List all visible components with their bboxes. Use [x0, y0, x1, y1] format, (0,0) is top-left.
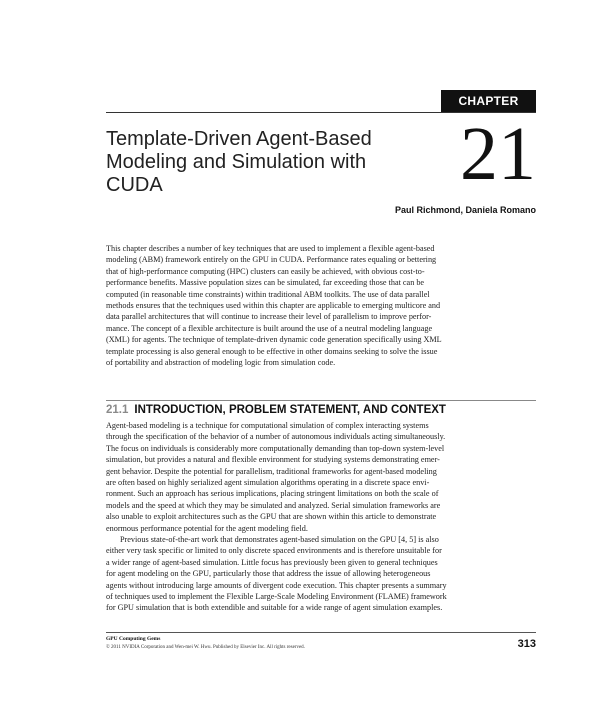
body-line: enormous performance potential for the agent modeling field. [106, 523, 308, 533]
body-line: for agent modeling on the GPU, particularly those that address the issue of allowing heterogeneous [106, 569, 431, 579]
abstract-line: performance benefits. Massive population sizes can be simulated, far exceeding those that can be [106, 278, 425, 288]
body-line: models and the speed at which they may be simulated and analyzed. Serial simulation frameworks are [106, 500, 441, 510]
section-rule [106, 400, 536, 401]
section-title: INTRODUCTION, PROBLEM STATEMENT, AND CONTEXT [134, 404, 446, 416]
body-line: simulation, but provides a natural and flexible environment for studying systems demonstrating emer- [106, 455, 440, 465]
body-line: of techniques used to implement the Flexible Large-Scale Modeling Environment (FLAME) framework [106, 592, 447, 602]
abstract-line: that of high-performance computing (HPC) clusters can easily be achieved, with obvious cost-to- [106, 266, 425, 276]
abstract-line: data parallel architectures that will continue to increase their level of parallelism to improve perfor- [106, 312, 432, 322]
body-line: ronment. Such an approach has serious implications, placing stringent limitations on both the scale of [106, 489, 439, 499]
body-line: either very task specific or limited to only discrete spaced environments and is therefore unsuitable for [106, 546, 442, 556]
body-line: a wider range of agent-based simulation. Little focus has previously been given to general techniques [106, 557, 438, 567]
chapter-number: 21 [460, 112, 536, 196]
abstract-line: methods ensures that the techniques used within this chapter are applicable to emerging multicore and [106, 301, 441, 311]
section-paragraph-1 [106, 420, 538, 534]
abstract [106, 243, 538, 368]
chapter-title-line: Modeling and Simulation with [106, 151, 367, 173]
body-line: through the specification of the behavior of a number of autonomous individuals acting simultaneously. [106, 432, 446, 442]
section-number: 21.1 [106, 404, 129, 416]
body-line: agents without introducing large amounts of divergent code execution. This chapter presents a summary [106, 580, 447, 590]
abstract-line: This chapter describes a number of key techniques that are used to implement a flexible agent-based [106, 244, 435, 253]
body-line: Agent-based modeling is a technique for computational simulation of complex interacting systems [106, 421, 429, 430]
body-line: Previous state-of-the-art work that demonstrates agent-based simulation on the GPU [4, 5] is also [120, 535, 439, 544]
page-number: 313 [517, 638, 536, 650]
abstract-line: of portability and abstraction of modeling logic from simulation code. [106, 358, 336, 368]
footer-rule [106, 632, 536, 633]
chapter-title-line: Template-Driven Agent-Based [106, 128, 372, 150]
abstract-line: modeling (ABM) framework entirely on the GPU in CUDA. Performance rates equaling or bettering [106, 255, 437, 265]
body-line: are often based on highly serialized agent simulation algorithms operating in a discrete space envi- [106, 478, 430, 488]
section-paragraph-2 [106, 534, 538, 614]
abstract-line: (XML) for agents. The technique of template-driven dynamic code generation specifically using XML [106, 335, 442, 345]
footer-copyright: © 2011 NVIDIA Corporation and Wen-mei W. Hwu. Published by Elsevier Inc. All rights reserved. [106, 645, 305, 650]
body-line: gent behavior. Despite the potential for parallelism, traditional frameworks for agent-based modeling [106, 466, 437, 476]
abstract-line: computed (in reasonable time constraints) within traditional ABM toolkits. The use of data parallel [106, 289, 430, 299]
footer-book-title: GPU Computing Gems [106, 636, 161, 642]
authors: Paul Richmond, Daniela Romano [394, 205, 536, 215]
abstract-line: mance. The concept of a flexible architecture is built around the use of a neutral modeling language [106, 323, 433, 333]
body-line: also unable to exploit architectures such as the GPU that are shown within this article to demonstrate [106, 512, 437, 522]
body-line: for GPU simulation that is both extendible and suitable for a wide range of agent simulation examples. [106, 603, 443, 613]
section-heading [106, 404, 536, 416]
chapter-label: CHAPTER [441, 90, 536, 112]
body-line: The focus on individuals is considerably more computationally demanding than top-down system-level [106, 443, 445, 453]
chapter-title [106, 128, 406, 197]
abstract-line: template processing is also general enough to be effective in other domains seeking to solve the issue [106, 346, 438, 356]
chapter-title-line: CUDA [106, 174, 163, 196]
